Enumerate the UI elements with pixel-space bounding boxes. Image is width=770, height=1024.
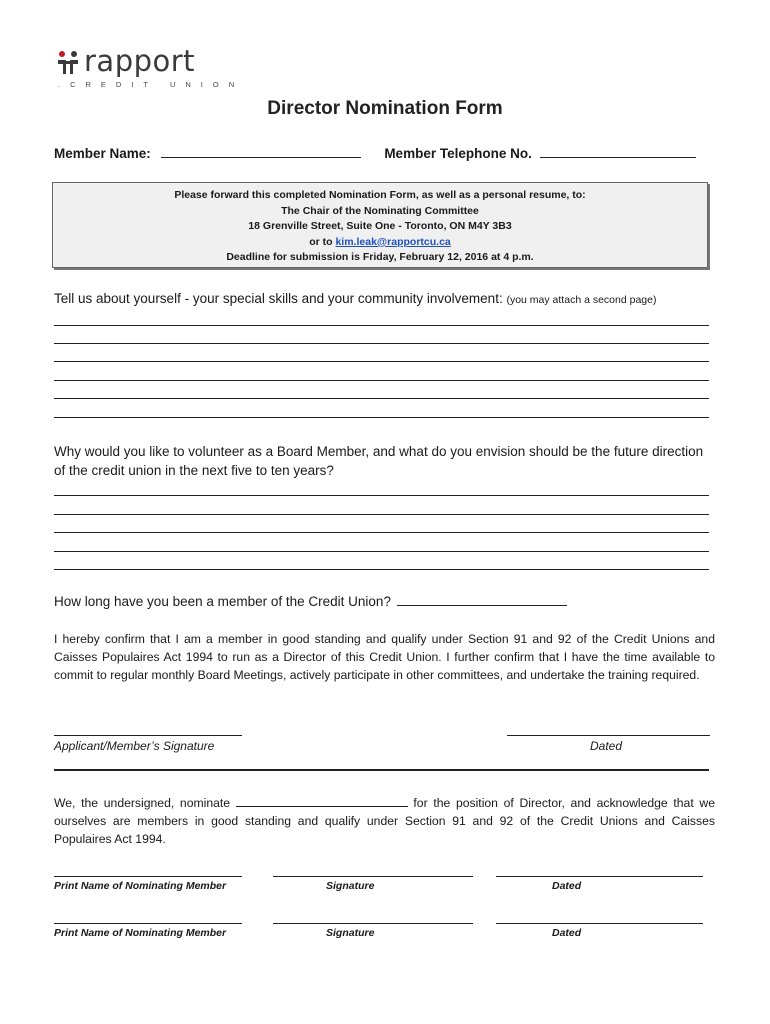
answer-line[interactable] — [54, 551, 709, 552]
notice-or-to: or to — [309, 235, 336, 248]
nominee-name-field[interactable] — [236, 796, 408, 807]
nominator-1-dated-line[interactable] — [496, 876, 703, 877]
answer-line[interactable] — [54, 343, 709, 344]
applicant-dated-line[interactable] — [507, 735, 710, 736]
nominator-1-signature-line[interactable] — [273, 876, 473, 877]
answer-line[interactable] — [54, 417, 709, 418]
answer-line[interactable] — [54, 532, 709, 533]
nominator-2-print-name-line[interactable] — [54, 923, 242, 924]
answer-line[interactable] — [54, 361, 709, 362]
answer-line[interactable] — [54, 514, 709, 515]
answer-line[interactable] — [54, 495, 709, 496]
q3-text: How long have you been a member of the Credit Union? — [54, 594, 391, 609]
nominator-2-signature-line[interactable] — [273, 923, 473, 924]
section-divider — [54, 769, 709, 771]
logo-wordmark: rapport — [84, 44, 196, 78]
notice-line-3: 18 Grenville Street, Suite One - Toronto, ON M4Y 3B3 — [248, 220, 512, 233]
nominator-2-signature-label: Signature — [326, 927, 375, 939]
nominator-1-print-name-line[interactable] — [54, 876, 242, 877]
rapport-logo — [56, 46, 244, 89]
applicant-signature-label: Applicant/Member’s Signature — [54, 739, 215, 753]
notice-line-1: Please forward this completed Nomination Form, as well as a personal resume, to: — [174, 189, 586, 201]
submission-notice-box — [52, 182, 708, 268]
question-membership-length — [54, 594, 567, 609]
q1-text: Tell us about yourself - your special skills and your community involvement: — [54, 291, 507, 306]
nominator-2-dated-label: Dated — [552, 927, 582, 939]
nominator-1-print-name-label: Print Name of Nominating Member — [54, 880, 227, 892]
member-phone-label: Member Telephone No. — [384, 146, 532, 161]
nominate-prefix: We, the undersigned, nominate — [54, 796, 236, 810]
nominator-1-signature-label: Signature — [326, 880, 375, 892]
email-link[interactable]: kim.leak@rapportcu.ca — [335, 235, 451, 248]
applicant-signature-line[interactable] — [54, 735, 242, 736]
q1-note: (you may attach a second page) — [506, 294, 657, 306]
answer-line[interactable] — [54, 325, 709, 326]
notice-line-2: The Chair of the Nominating Committee — [281, 204, 479, 217]
notice-line-4 — [53, 235, 707, 251]
applicant-dated-label: Dated — [590, 739, 623, 753]
nominator-2-print-name-label: Print Name of Nominating Member — [54, 927, 227, 939]
people-logo-icon — [56, 48, 80, 76]
member-name-label: Member Name: — [54, 146, 151, 161]
nominator-2-dated-line[interactable] — [496, 923, 703, 924]
member-info-row — [54, 145, 696, 161]
answer-line[interactable] — [54, 398, 709, 399]
confirmation-paragraph: I hereby confirm that I am a member in good standing and qualify under Section 91 and 92 of the Credit Unions and Caisses Populaires Act 1994 to run as a Director of this Credit Union. I further confirm that I have the time available to commit to regular monthly Board Meetings, actively participate in other committees, and undertake the training required. — [54, 632, 715, 682]
question-why-volunteer: Why would you like to volunteer as a Board Member, and what do you envision should be the future direction of the credit union in the next five to ten years? — [54, 444, 704, 478]
nominator-1-dated-label: Dated — [552, 880, 582, 892]
member-phone-field[interactable] — [540, 145, 696, 158]
nomination-paragraph — [54, 794, 715, 848]
page-title: Director Nomination Form — [267, 98, 503, 119]
answer-line[interactable] — [54, 380, 709, 381]
member-name-field[interactable] — [161, 145, 361, 158]
nominate-suffix: for the position of Director, and acknowledge that we ourselves are members in good standing and qualify under Section 91 and 92 of the Credit Unions and Caisses Populaires Act 1994. — [54, 796, 715, 846]
notice-deadline: Deadline for submission is Friday, February 12, 2016 at 4 p.m. — [226, 251, 534, 264]
answer-line[interactable] — [54, 569, 709, 570]
membership-length-field[interactable] — [397, 594, 567, 606]
logo-subtitle: .CREDIT UNION — [58, 80, 245, 89]
question-about-yourself — [54, 291, 656, 306]
